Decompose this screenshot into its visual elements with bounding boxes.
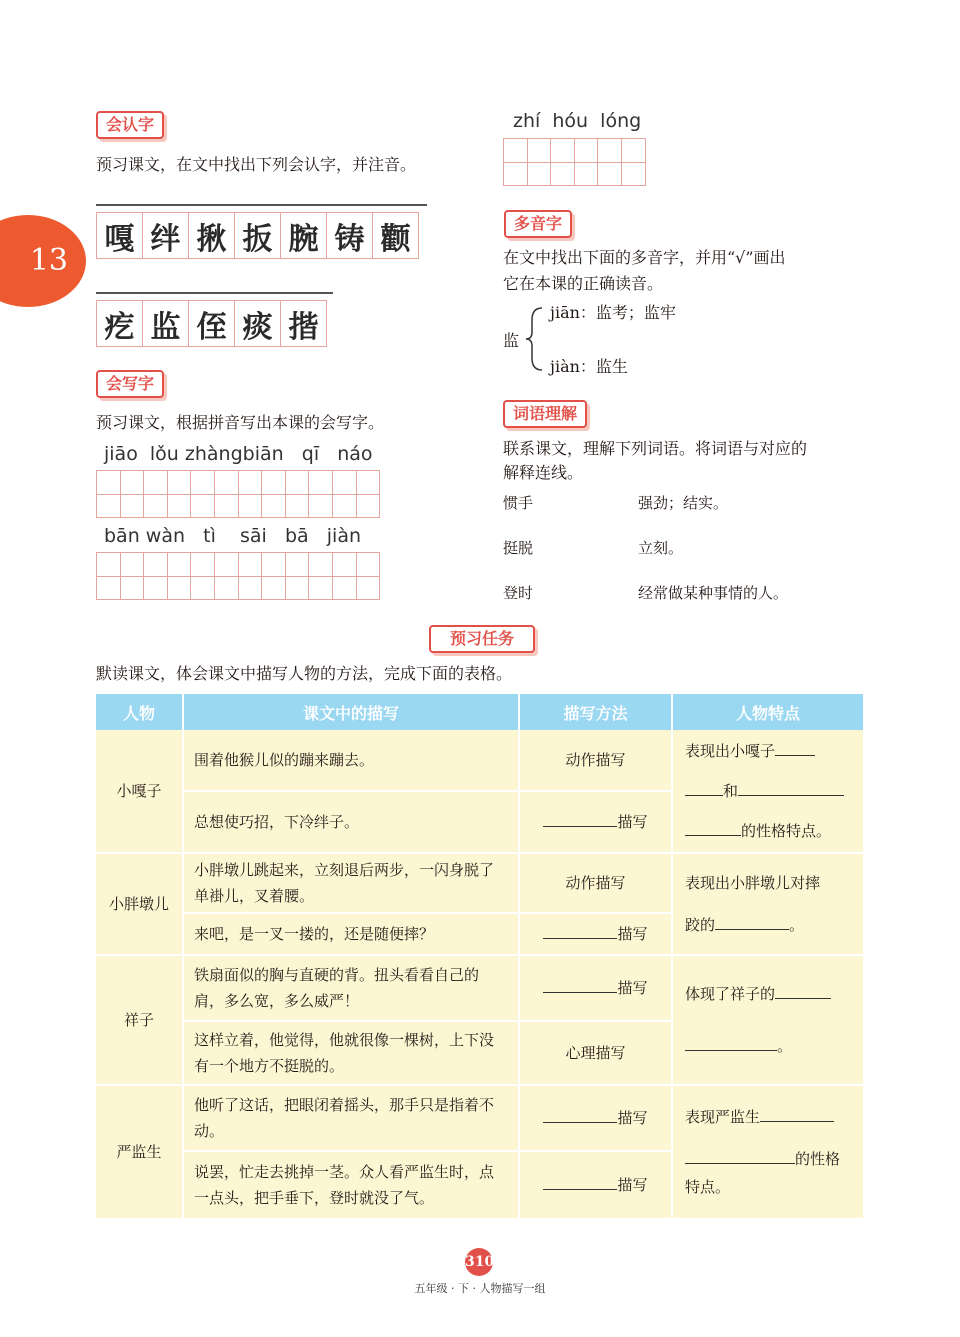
trait-text: 的性格特点。: [741, 822, 832, 840]
section-tag-task: 预习任务: [429, 625, 535, 653]
answer-blank[interactable]: [738, 782, 844, 796]
method-cell[interactable]: [520, 1086, 673, 1152]
method-cell: 动作描写: [520, 854, 673, 914]
trait-text: 。: [789, 916, 805, 934]
recognize-char-row-1: [96, 204, 427, 259]
footer-caption: 五年级 · 下 · 人物描写一组: [414, 1282, 546, 1295]
answer-blank[interactable]: [775, 742, 815, 756]
write-grid-row-1[interactable]: [96, 470, 380, 518]
method-cell[interactable]: [520, 792, 673, 854]
write-pinyin-row-3: zhí hóu lóng: [513, 110, 642, 132]
vocab-meaning[interactable]: 立刻。: [638, 539, 684, 557]
polyphone-reading-2[interactable]: jiàn：监生: [550, 357, 628, 376]
trait-cell[interactable]: [673, 1086, 865, 1220]
vocab-word[interactable]: 挺脱: [503, 539, 534, 557]
description-cell: 小胖墩儿跳起来，立刻退后两步，一闪身脱了单褂儿，叉着腰。: [184, 854, 520, 914]
answer-blank[interactable]: [543, 1176, 617, 1190]
answer-blank[interactable]: [543, 979, 617, 993]
vocab-word[interactable]: 惯手: [503, 494, 534, 512]
trait-text: 体现了祥子的: [685, 985, 776, 1003]
recognize-char-row-2: [96, 292, 333, 347]
task-instruction: 默读课文，体会课文中描写人物的方法，完成下面的表格。: [96, 664, 513, 683]
description-cell: 围着他猴儿似的蹦来蹦去。: [184, 730, 520, 792]
char-cell: 侄: [188, 300, 235, 347]
section-tag-recognize: 会认字: [96, 111, 164, 139]
header-trait: 人物特点: [673, 694, 865, 730]
vocab-meaning[interactable]: 经常做某种事情的人。: [638, 584, 789, 602]
answer-blank[interactable]: [685, 1037, 777, 1051]
char-cell: 揪: [188, 212, 235, 259]
description-cell: 铁扇面似的胸与直硬的背。扭头看看自己的肩，多么宽，多么威严！: [184, 956, 520, 1022]
table-row: [96, 956, 865, 1022]
method-cell[interactable]: [520, 956, 673, 1022]
table-row: [96, 1086, 865, 1152]
description-cell: 说罢，忙走去挑掉一茎。众人看严监生时，点一点头，把手垂下，登时就没了气。: [184, 1152, 520, 1220]
trait-text: 和: [723, 782, 739, 800]
method-text: 描写: [617, 1109, 648, 1127]
trait-text: 表现出小胖墩儿对摔: [685, 874, 821, 892]
header-description: 课文中的描写: [184, 694, 520, 730]
char-cell: 痰: [234, 300, 281, 347]
polyphone-reading-1[interactable]: jiān：监考；监牢: [550, 303, 676, 322]
brace-icon: [524, 306, 546, 372]
trait-text: 。: [777, 1037, 793, 1055]
description-cell: 这样立着，他觉得，他就很像一棵树，上下没有一个地方不挺脱的。: [184, 1022, 520, 1086]
character-name: 小胖墩儿: [96, 854, 184, 956]
section-tag-polyphone: 多音字: [504, 210, 572, 238]
answer-blank[interactable]: [543, 925, 617, 939]
character-name: 严监生: [96, 1086, 184, 1220]
lesson-number-badge: 13: [0, 215, 86, 307]
vocab-word[interactable]: 登时: [503, 584, 534, 602]
polyphone-instruction-line-1: 在文中找出下面的多音字，并用“√”画出: [503, 248, 786, 267]
description-cell: 总想使巧招，下冷绊子。: [184, 792, 520, 854]
answer-blank[interactable]: [543, 1109, 617, 1123]
table-row: [96, 730, 865, 792]
method-text: 描写: [617, 925, 648, 943]
character-name: 小嘎子: [96, 730, 184, 854]
trait-cell[interactable]: [673, 730, 865, 854]
char-cell: 扳: [234, 212, 281, 259]
section-tag-write: 会写字: [96, 370, 164, 398]
header-character: 人物: [96, 694, 184, 730]
answer-blank[interactable]: [715, 916, 789, 930]
answer-blank[interactable]: [685, 822, 741, 836]
char-cell: 揩: [280, 300, 327, 347]
char-cell: 疙: [96, 300, 143, 347]
method-cell: 心理描写: [520, 1022, 673, 1086]
recognize-instruction: 预习课文，在文中找出下列会认字，并注音。: [96, 155, 417, 174]
trait-text: 特点。: [685, 1178, 731, 1196]
character-analysis-table: [96, 694, 865, 1220]
description-cell: 他听了这话，把眼闭着摇头，那手只是指着不动。: [184, 1086, 520, 1152]
section-tag-vocab: 词语理解: [503, 400, 587, 428]
write-pinyin-row-2: bān wàn tì sāi bā jiàn: [104, 525, 362, 547]
char-cell: 颧: [372, 212, 419, 259]
table-header-row: [96, 694, 865, 730]
vocab-instruction-line-2: 解释连线。: [503, 463, 584, 482]
vocab-meaning[interactable]: 强劲；结实。: [638, 494, 729, 512]
table-row: [96, 854, 865, 914]
method-cell: 动作描写: [520, 730, 673, 792]
answer-blank[interactable]: [760, 1108, 834, 1122]
trait-text: 表现严监生: [685, 1108, 761, 1126]
trait-cell[interactable]: [673, 956, 865, 1086]
trait-cell[interactable]: [673, 854, 865, 956]
character-name: 祥子: [96, 956, 184, 1086]
page-number: 310: [465, 1248, 493, 1276]
char-cell: 监: [142, 300, 189, 347]
method-text: 描写: [617, 813, 648, 831]
write-grid-row-2[interactable]: [96, 552, 380, 600]
char-cell: 腕: [280, 212, 327, 259]
trait-text: 的性格: [795, 1150, 841, 1168]
answer-blank[interactable]: [685, 1150, 795, 1164]
polyphone-char: 监: [503, 331, 520, 350]
char-cell: 铸: [326, 212, 373, 259]
method-cell[interactable]: [520, 914, 673, 956]
method-text: 描写: [617, 979, 648, 997]
trait-text: 跤的: [685, 916, 716, 934]
answer-blank[interactable]: [685, 782, 723, 796]
method-text: 描写: [617, 1176, 648, 1194]
char-cell: 绊: [142, 212, 189, 259]
header-method: 描写方法: [520, 694, 673, 730]
vocab-instruction-line-1: 联系课文，理解下列词语。将词语与对应的: [503, 439, 808, 458]
write-pinyin-row-1: jiāo lǒu zhàngbiān qī náo: [104, 443, 373, 465]
trait-text: 表现出小嘎子: [685, 742, 776, 760]
write-instruction: 预习课文，根据拼音写出本课的会写字。: [96, 413, 385, 432]
char-cell: 嘎: [96, 212, 143, 259]
write-grid-row-3[interactable]: [503, 138, 646, 186]
answer-blank[interactable]: [775, 985, 831, 999]
answer-blank[interactable]: [543, 813, 617, 827]
description-cell: 来吧，是一叉一搂的，还是随便摔？: [184, 914, 520, 956]
polyphone-instruction-line-2: 它在本课的正确读音。: [503, 274, 664, 293]
method-cell[interactable]: [520, 1152, 673, 1220]
